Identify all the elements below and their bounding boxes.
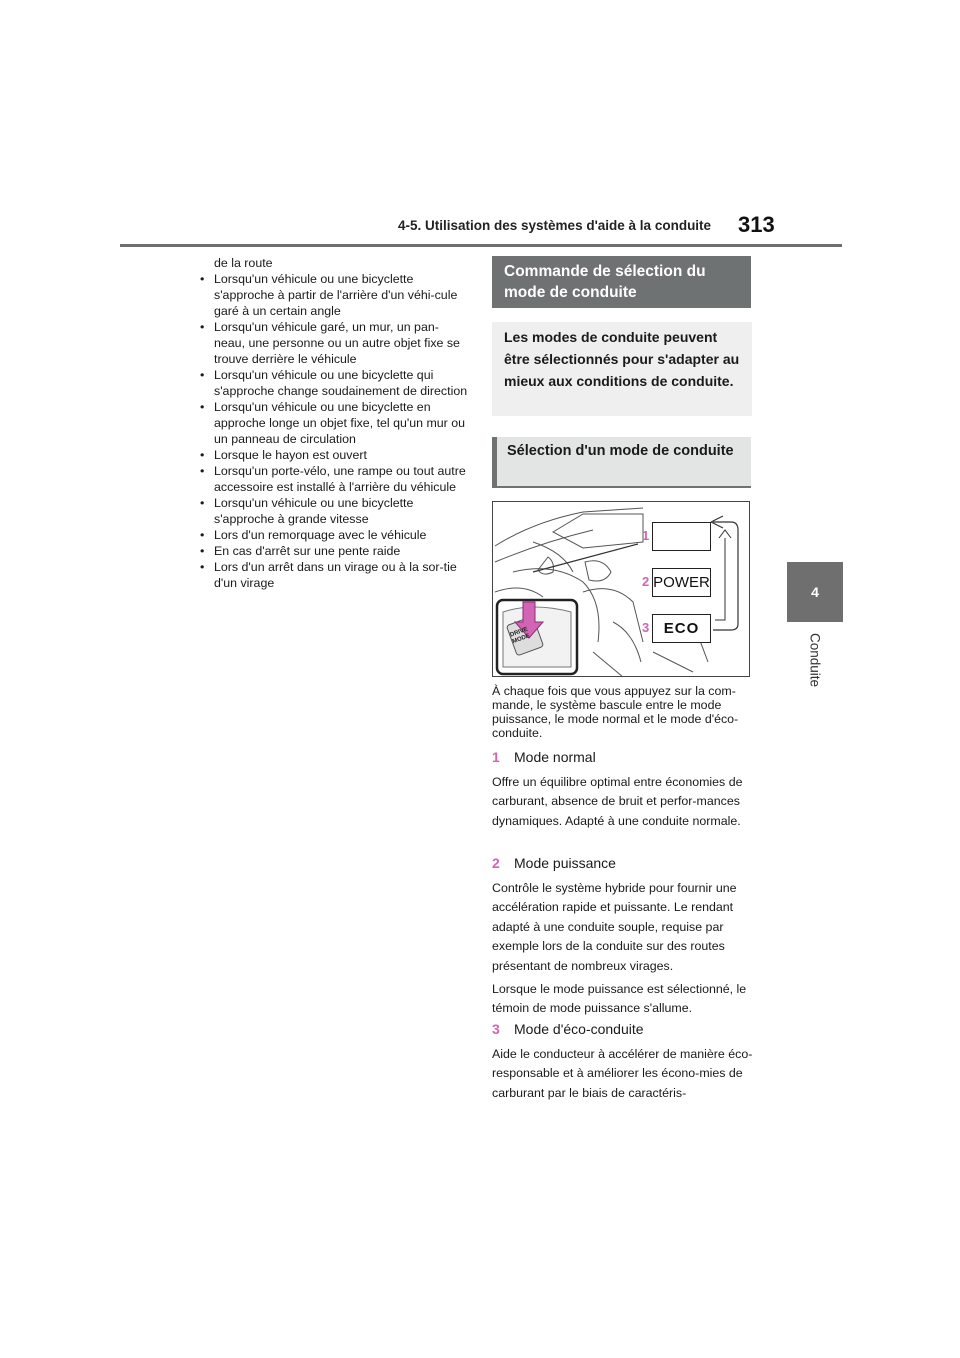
page-number: 313 bbox=[738, 212, 775, 237]
mode-number: 1 bbox=[492, 749, 500, 765]
mode-number: 2 bbox=[492, 855, 500, 871]
section-header: Commande de sélection du mode de conduite bbox=[492, 256, 751, 308]
dashboard-illustration bbox=[493, 502, 751, 678]
list-item: • Lorsque le hayon est ouvert bbox=[198, 447, 468, 463]
mode-description: Offre un équilibre optimal entre économies de carburant, absence de bruit et perfor-mances dynamiques. Adapté à une conduite normale. bbox=[492, 775, 743, 828]
button-label: DRIVE MODE bbox=[509, 626, 531, 646]
subsection-header: Sélection d'un mode de conduite bbox=[492, 437, 751, 488]
chapter-label: Conduite bbox=[807, 632, 823, 688]
section-title: 4-5. Utilisation des systèmes d'aide à la conduite bbox=[398, 218, 712, 233]
normal-mode-indicator bbox=[652, 522, 711, 551]
continuation-text: de la route bbox=[214, 256, 273, 270]
power-mode-indicator: POWER bbox=[652, 568, 711, 597]
mode-title-text: Mode puissance bbox=[514, 855, 616, 871]
mode-description: Aide le conducteur à accélérer de manière éco-responsable et à améliorer les écono-mies de carburant par le biais de caractéris- bbox=[492, 1047, 753, 1100]
mode-number: 3 bbox=[492, 1021, 500, 1037]
list-item: • Lorsqu'un véhicule ou une bicyclette s'approche à grande vitesse bbox=[198, 495, 468, 527]
list-item: • Lorsqu'un véhicule ou une bicyclette qui s'approche change soudainement de direction bbox=[198, 367, 468, 399]
condition-list bbox=[198, 271, 468, 591]
eco-mode-indicator: ECO bbox=[652, 614, 711, 643]
chapter-tab: 4 bbox=[787, 562, 843, 622]
mode-number-3: 3 bbox=[642, 620, 650, 635]
mode-description: Contrôle le système hybride pour fournir une accélération rapide et puissante. Le rendant adapté à une conduite souple, requise par exemple lors de la conduite sur des routes présentant de nombreux virages. bbox=[492, 881, 737, 973]
left-column bbox=[198, 255, 468, 591]
list-item: • Lors d'un remorquage avec le véhicule bbox=[198, 527, 468, 543]
summary-box: Les modes de conduite peuvent être sélectionnés pour s'adapter au mieux aux conditions de conduite. bbox=[492, 322, 752, 416]
mode-description: Lorsque le mode puissance est sélectionné, le témoin de mode puissance s'allume. bbox=[492, 982, 747, 1016]
mode-title-text: Mode normal bbox=[514, 749, 596, 765]
mode-title-eco bbox=[492, 1021, 644, 1037]
list-item: • Lors d'un arrêt dans un virage ou à la sor-tie d'un virage bbox=[198, 559, 468, 591]
list-item: • Lorsqu'un véhicule ou une bicyclette en approche longe un objet fixe, tel qu'un mur ou un panneau de circulation bbox=[198, 399, 468, 447]
header-divider bbox=[120, 244, 842, 247]
mode-title-normal bbox=[492, 749, 596, 765]
list-item: • Lorsqu'un véhicule ou une bicyclette s'approche à partir de l'arrière d'un véhi-cule garé à un certain angle bbox=[198, 271, 468, 319]
list-item: • En cas d'arrêt sur une pente raide bbox=[198, 543, 468, 559]
mode-title-power bbox=[492, 855, 616, 871]
list-item: • Lorsqu'un véhicule garé, un mur, un pan-neau, une personne ou un autre objet fixe se trouve derrière le véhicule bbox=[198, 319, 468, 367]
list-item: • Lorsqu'un porte-vélo, une rampe ou tout autre accessoire est installé à l'arrière du véhicule bbox=[198, 463, 468, 495]
mode-number-1: 1 bbox=[642, 528, 650, 543]
drive-mode-figure bbox=[492, 501, 750, 677]
intro-text: À chaque fois que vous appuyez sur la com-mande, le système bascule entre le mode puissance, le mode normal et le mode d'éco-conduite. bbox=[492, 684, 739, 740]
mode-number-2: 2 bbox=[642, 574, 650, 589]
mode-title-text: Mode d'éco-conduite bbox=[514, 1021, 644, 1037]
